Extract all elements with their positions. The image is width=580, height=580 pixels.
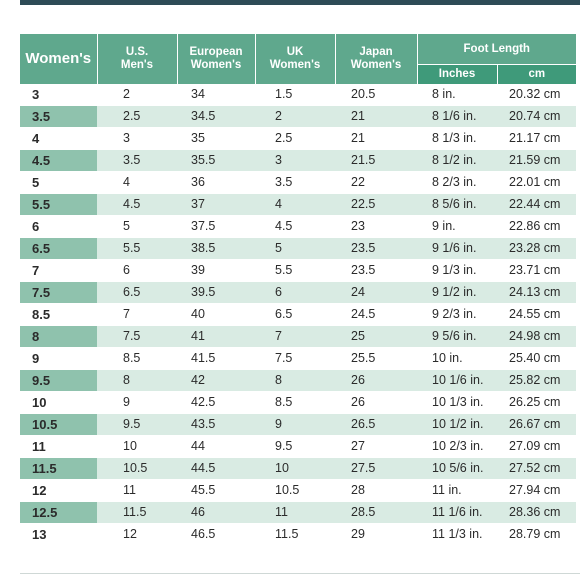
table-row (20, 370, 576, 392)
cell-japan: 23 (335, 216, 417, 238)
header-japan-line1: Japan (359, 46, 393, 58)
cell-womens: 9 (20, 348, 97, 370)
cell-womens: 6 (20, 216, 97, 238)
cell-cm: 25.40 cm (497, 348, 576, 370)
cell-japan: 23.5 (335, 260, 417, 282)
cell-european: 46 (177, 502, 255, 524)
cell-inches: 8 1/2 in. (417, 150, 497, 172)
table-row (20, 502, 576, 524)
cell-us-mens: 6 (97, 260, 177, 282)
cell-inches: 9 1/2 in. (417, 282, 497, 304)
cell-us-mens: 8 (97, 370, 177, 392)
cell-us-mens: 4 (97, 172, 177, 194)
cell-european: 42.5 (177, 392, 255, 414)
cell-uk: 10 (255, 458, 335, 480)
cell-inches: 9 1/3 in. (417, 260, 497, 282)
cell-cm: 23.28 cm (497, 238, 576, 260)
shoe-size-table (20, 34, 576, 546)
cell-us-mens: 3 (97, 128, 177, 150)
table-row (20, 194, 576, 216)
cell-japan: 26 (335, 370, 417, 392)
cell-us-mens: 7.5 (97, 326, 177, 348)
cell-inches: 9 2/3 in. (417, 304, 497, 326)
cell-cm: 26.25 cm (497, 392, 576, 414)
header-uk (255, 34, 335, 84)
cell-uk: 9 (255, 414, 335, 436)
cell-european: 35.5 (177, 150, 255, 172)
cell-inches: 8 1/3 in. (417, 128, 497, 150)
header-european-line1: European (189, 46, 243, 58)
header-us-mens-line2: Men's (120, 59, 154, 71)
cell-us-mens: 10 (97, 436, 177, 458)
cell-us-mens: 11.5 (97, 502, 177, 524)
cell-japan: 20.5 (335, 84, 417, 106)
table-row (20, 524, 576, 546)
cell-cm: 28.36 cm (497, 502, 576, 524)
cell-us-mens: 3.5 (97, 150, 177, 172)
cell-us-mens: 6.5 (97, 282, 177, 304)
cell-inches: 10 in. (417, 348, 497, 370)
cell-japan: 28 (335, 480, 417, 502)
cell-european: 37.5 (177, 216, 255, 238)
cell-european: 38.5 (177, 238, 255, 260)
cell-uk: 11.5 (255, 524, 335, 546)
cell-inches: 10 5/6 in. (417, 458, 497, 480)
cell-european: 39.5 (177, 282, 255, 304)
cell-us-mens: 5.5 (97, 238, 177, 260)
cell-japan: 24 (335, 282, 417, 304)
cell-uk: 6 (255, 282, 335, 304)
cell-us-mens: 2 (97, 84, 177, 106)
cell-european: 37 (177, 194, 255, 216)
table-header (20, 34, 576, 84)
cell-womens: 5.5 (20, 194, 97, 216)
cell-european: 41.5 (177, 348, 255, 370)
cell-cm: 20.74 cm (497, 106, 576, 128)
cell-european: 34 (177, 84, 255, 106)
cell-uk: 6.5 (255, 304, 335, 326)
cell-womens: 6.5 (20, 238, 97, 260)
table-row (20, 304, 576, 326)
table-body (20, 84, 576, 546)
cell-uk: 7.5 (255, 348, 335, 370)
cell-uk: 2.5 (255, 128, 335, 150)
cell-us-mens: 7 (97, 304, 177, 326)
table-row (20, 436, 576, 458)
cell-womens: 7.5 (20, 282, 97, 304)
cell-inches: 8 1/6 in. (417, 106, 497, 128)
table-row (20, 172, 576, 194)
table-row (20, 282, 576, 304)
cell-inches: 10 1/6 in. (417, 370, 497, 392)
cell-cm: 27.52 cm (497, 458, 576, 480)
cell-cm: 24.13 cm (497, 282, 576, 304)
cell-inches: 10 2/3 in. (417, 436, 497, 458)
table-row (20, 84, 576, 106)
table-row (20, 260, 576, 282)
cell-cm: 27.09 cm (497, 436, 576, 458)
cell-womens: 9.5 (20, 370, 97, 392)
cell-cm: 22.86 cm (497, 216, 576, 238)
cell-inches: 11 in. (417, 480, 497, 502)
cell-womens: 13 (20, 524, 97, 546)
table-row (20, 392, 576, 414)
table-row (20, 106, 576, 128)
cell-womens: 3.5 (20, 106, 97, 128)
header-us-mens (97, 34, 177, 84)
cell-japan: 27 (335, 436, 417, 458)
cell-japan: 26 (335, 392, 417, 414)
cell-uk: 7 (255, 326, 335, 348)
cell-inches: 9 5/6 in. (417, 326, 497, 348)
cell-cm: 27.94 cm (497, 480, 576, 502)
cell-japan: 28.5 (335, 502, 417, 524)
cell-us-mens: 10.5 (97, 458, 177, 480)
cell-european: 46.5 (177, 524, 255, 546)
cell-inches: 9 in. (417, 216, 497, 238)
cell-japan: 21 (335, 106, 417, 128)
cell-womens: 11.5 (20, 458, 97, 480)
cell-uk: 10.5 (255, 480, 335, 502)
cell-japan: 25.5 (335, 348, 417, 370)
cell-japan: 27.5 (335, 458, 417, 480)
cell-uk: 5.5 (255, 260, 335, 282)
cell-us-mens: 11 (97, 480, 177, 502)
cell-us-mens: 2.5 (97, 106, 177, 128)
cell-uk: 3 (255, 150, 335, 172)
table-row (20, 348, 576, 370)
cell-uk: 2 (255, 106, 335, 128)
cell-inches: 8 5/6 in. (417, 194, 497, 216)
header-japan (335, 34, 417, 84)
cell-us-mens: 9 (97, 392, 177, 414)
header-uk-line2: Women's (269, 59, 321, 71)
cell-us-mens: 5 (97, 216, 177, 238)
cell-inches: 9 1/6 in. (417, 238, 497, 260)
top-rule (20, 0, 580, 5)
cell-european: 34.5 (177, 106, 255, 128)
cell-uk: 8 (255, 370, 335, 392)
cell-us-mens: 8.5 (97, 348, 177, 370)
cell-inches: 10 1/2 in. (417, 414, 497, 436)
cell-european: 41 (177, 326, 255, 348)
header-inches: Inches (417, 65, 497, 85)
cell-us-mens: 9.5 (97, 414, 177, 436)
cell-uk: 1.5 (255, 84, 335, 106)
cell-uk: 8.5 (255, 392, 335, 414)
cell-uk: 11 (255, 502, 335, 524)
cell-womens: 12.5 (20, 502, 97, 524)
header-european (177, 34, 255, 84)
cell-japan: 26.5 (335, 414, 417, 436)
table-row (20, 458, 576, 480)
cell-japan: 21 (335, 128, 417, 150)
cell-european: 44 (177, 436, 255, 458)
cell-womens: 10 (20, 392, 97, 414)
cell-european: 43.5 (177, 414, 255, 436)
cell-cm: 21.17 cm (497, 128, 576, 150)
header-foot-length: Foot Length (417, 34, 576, 65)
cell-us-mens: 12 (97, 524, 177, 546)
table-row (20, 326, 576, 348)
table-row (20, 238, 576, 260)
cell-uk: 4 (255, 194, 335, 216)
table-row (20, 150, 576, 172)
cell-uk: 9.5 (255, 436, 335, 458)
cell-womens: 8 (20, 326, 97, 348)
cell-cm: 22.44 cm (497, 194, 576, 216)
cell-european: 42 (177, 370, 255, 392)
cell-womens: 3 (20, 84, 97, 106)
cell-japan: 21.5 (335, 150, 417, 172)
cell-us-mens: 4.5 (97, 194, 177, 216)
cell-european: 44.5 (177, 458, 255, 480)
header-womens: Women's (20, 34, 97, 84)
cell-japan: 24.5 (335, 304, 417, 326)
cell-cm: 24.98 cm (497, 326, 576, 348)
cell-uk: 4.5 (255, 216, 335, 238)
cell-european: 36 (177, 172, 255, 194)
table-row (20, 128, 576, 150)
table-row (20, 216, 576, 238)
cell-womens: 4.5 (20, 150, 97, 172)
cell-japan: 25 (335, 326, 417, 348)
cell-cm: 26.67 cm (497, 414, 576, 436)
cell-cm: 28.79 cm (497, 524, 576, 546)
cell-japan: 22.5 (335, 194, 417, 216)
header-european-line2: Women's (190, 59, 242, 71)
cell-uk: 5 (255, 238, 335, 260)
header-cm: cm (497, 65, 576, 85)
cell-womens: 11 (20, 436, 97, 458)
cell-european: 40 (177, 304, 255, 326)
cell-japan: 22 (335, 172, 417, 194)
cell-cm: 23.71 cm (497, 260, 576, 282)
cell-womens: 5 (20, 172, 97, 194)
cell-inches: 8 2/3 in. (417, 172, 497, 194)
cell-womens: 12 (20, 480, 97, 502)
cell-cm: 21.59 cm (497, 150, 576, 172)
cell-japan: 29 (335, 524, 417, 546)
bottom-rule (20, 573, 580, 574)
cell-inches: 11 1/6 in. (417, 502, 497, 524)
cell-japan: 23.5 (335, 238, 417, 260)
cell-uk: 3.5 (255, 172, 335, 194)
cell-inches: 10 1/3 in. (417, 392, 497, 414)
header-uk-line1: UK (286, 46, 304, 58)
cell-womens: 10.5 (20, 414, 97, 436)
table-row (20, 414, 576, 436)
cell-cm: 25.82 cm (497, 370, 576, 392)
cell-cm: 22.01 cm (497, 172, 576, 194)
table-row (20, 480, 576, 502)
cell-womens: 4 (20, 128, 97, 150)
cell-womens: 7 (20, 260, 97, 282)
cell-european: 35 (177, 128, 255, 150)
header-japan-line2: Women's (350, 59, 402, 71)
cell-european: 45.5 (177, 480, 255, 502)
cell-inches: 8 in. (417, 84, 497, 106)
cell-cm: 20.32 cm (497, 84, 576, 106)
cell-womens: 8.5 (20, 304, 97, 326)
cell-inches: 11 1/3 in. (417, 524, 497, 546)
cell-european: 39 (177, 260, 255, 282)
header-us-mens-line1: U.S. (125, 46, 149, 58)
cell-cm: 24.55 cm (497, 304, 576, 326)
